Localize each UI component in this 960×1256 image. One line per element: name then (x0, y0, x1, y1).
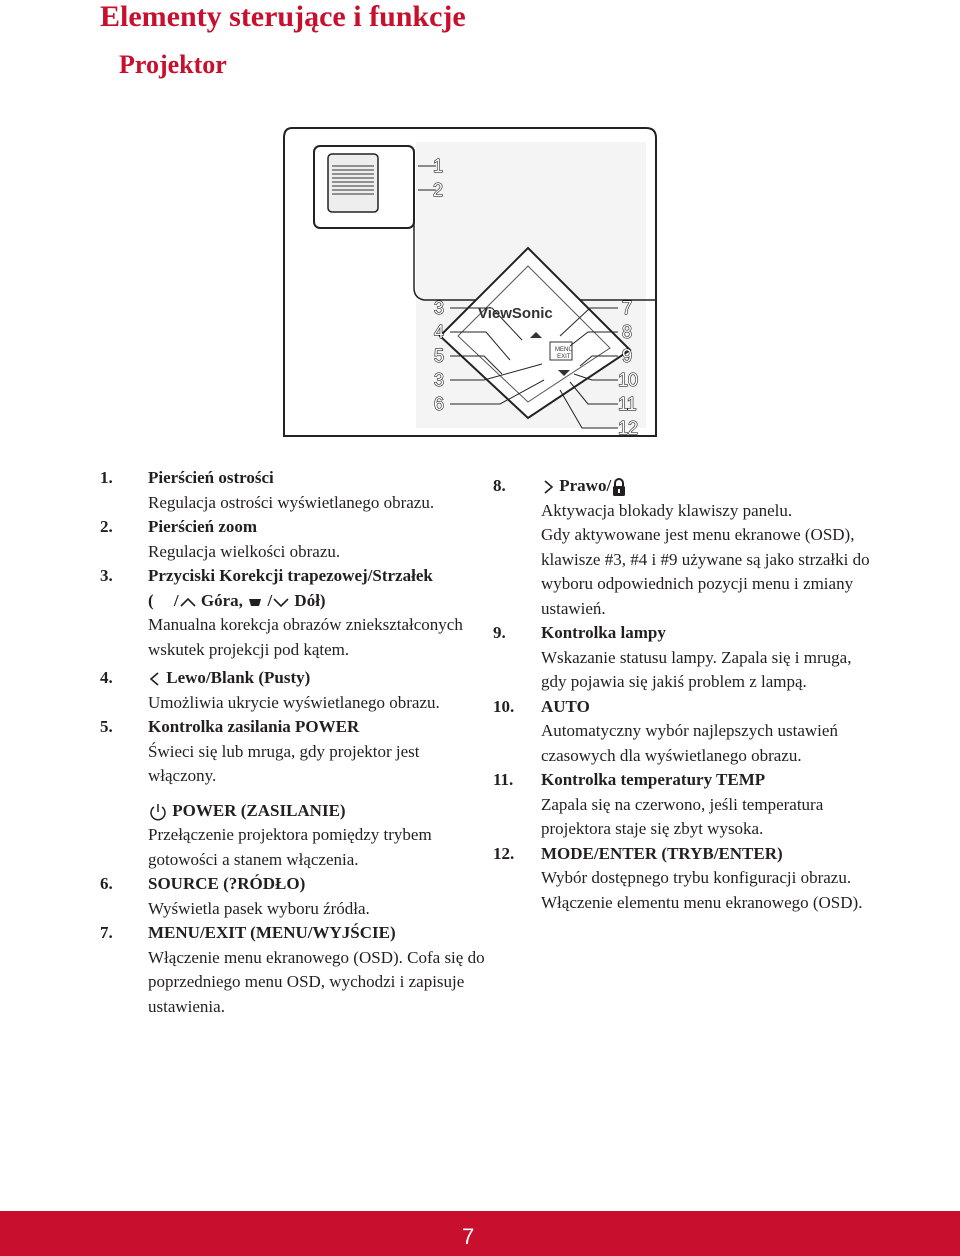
callout-11: 11 (618, 394, 637, 414)
list-item-8: 8. Prawo/ Aktywacja blokady klawiszy panelu. Gdy aktywowane jest menu ekranowe (OSD), klawisze #3, #4 i #9 używane są jako strzałki do wyboru odpowiednich pozycji menu i zmiany ustawień. (493, 476, 870, 618)
list-item-12: 12. MODE/ENTER (TRYB/ENTER) Wybór dostępnego trybu konfiguracji obrazu. Włączenie elementu menu ekranowego (OSD). (493, 843, 863, 912)
callout-4: 4 (434, 322, 445, 342)
projector-top-view (270, 118, 670, 460)
list-item-10: 10. AUTO Automatyczny wybór najlepszych ustawień czasowych dla wyświetlanego obrazu. (493, 696, 838, 765)
lock-icon (611, 477, 627, 497)
list-item-7: 7. MENU/EXIT (MENU/WYJŚCIE) Włączenie menu ekranowego (OSD). Cofa się do poprzedniego menu OSD, wychodzi i zapisuje ustawienia. (100, 923, 485, 1016)
callout-7: 7 (622, 298, 633, 318)
callout-3b: 3 (434, 370, 445, 390)
callout-12: 12 (618, 418, 639, 438)
menu-exit-label: MENU EXIT (555, 347, 573, 360)
left-column (100, 466, 490, 1019)
right-column (493, 474, 873, 915)
list-item-2: 2. Pierścień zoom Regulacja wielkości obrazu. (100, 517, 341, 561)
page-title: Elementy sterujące i funkcje (100, 0, 466, 33)
callout-5: 5 (434, 346, 445, 366)
keystone-down-icon (247, 596, 263, 608)
callout-6: 6 (434, 394, 445, 414)
chevron-right-icon (541, 479, 555, 495)
list-item-9: 9. Kontrolka lampy Wskazanie statusu lampy. Zapala się i mruga, gdy pojawia się jakiś problem z lampą. (493, 623, 852, 691)
callout-9: 9 (622, 346, 633, 366)
brand-logo: ViewSonic (478, 305, 553, 322)
callout-3: 3 (434, 298, 445, 318)
footer-bar (0, 1211, 960, 1256)
callout-8: 8 (622, 322, 633, 342)
list-item-4: 4. Lewo/Blank (Pusty) Umożliwia ukrycie wyświetlanego obrazu. (100, 668, 440, 712)
list-item-6: 6. SOURCE (?RÓDŁO) Wyświetla pasek wyboru źródła. (100, 874, 370, 918)
callout-2: 2 (433, 180, 444, 200)
section-title: Projektor (119, 50, 227, 79)
power-icon (148, 802, 168, 822)
list-item-1: 1. Pierścień ostrości Regulacja ostrości wyświetlanego obrazu. (100, 468, 435, 512)
list-item-5: 5. Kontrolka zasilania POWER Świeci się lub mruga, gdy projektor jest włączony. POWER (ZASILANIE) Przełączenie projektora pomiędzy trybem gotowości a stanem włączenia. (100, 717, 432, 869)
callout-1: 1 (433, 156, 444, 176)
projector-diagram (270, 118, 670, 460)
chevron-up-icon (179, 596, 197, 608)
list-item-3: 3. Przyciski Korekcji trapezowej/Strzałek ( / Góra, / Dół) Manualna korekcja obrazów zniekształconych wskutek projekcji pod kątem. (100, 566, 463, 659)
chevron-left-icon (148, 671, 162, 687)
focus-ring (328, 154, 378, 212)
chevron-down-icon (272, 596, 290, 608)
callout-10: 10 (618, 370, 639, 390)
list-item-11: 11. Kontrolka temperatury TEMP Zapala się na czerwono, jeśli temperatura projektora staje się zbyt wysoka. (493, 770, 824, 838)
